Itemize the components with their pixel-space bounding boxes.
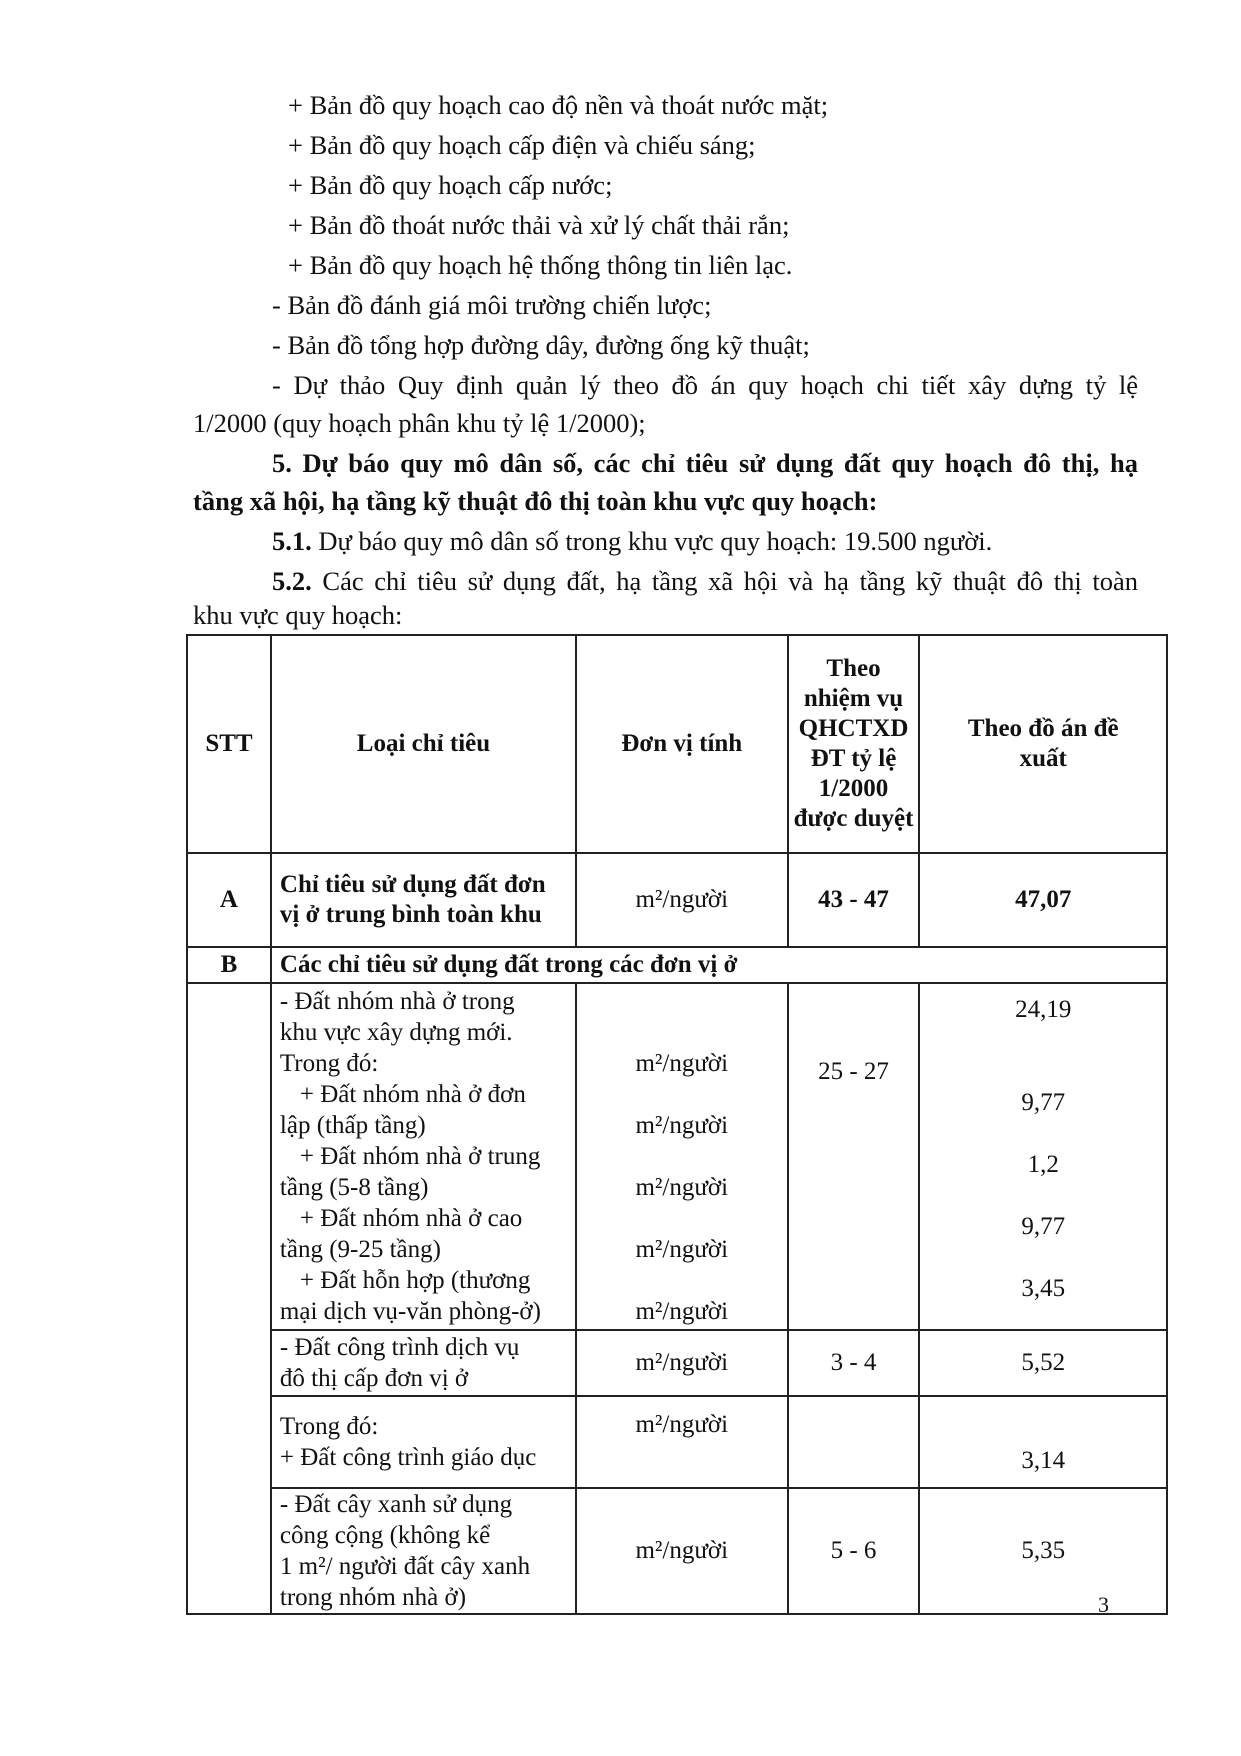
education-unit: m²/người (576, 1396, 788, 1488)
greenery-line: trong nhóm nhà ở) (279, 1584, 467, 1611)
bullet-line: + Bản đồ thoát nước thải và xử lý chất thải rắn; (288, 210, 790, 240)
housing-value: 9,77 (1021, 1213, 1066, 1240)
housing-line: + Đất nhóm nhà ở cao (299, 1205, 523, 1232)
row-b-stt: B (187, 947, 271, 983)
section-5-1-number: 5.1. (272, 526, 312, 556)
housing-unit: m²/người (635, 1174, 729, 1201)
header-approved-task: Theo nhiệm vụ QHCTXD ĐT tỷ lệ 1/2000 được duyệt (788, 635, 920, 853)
row-b-type: Các chỉ tiêu sử dụng đất trong các đơn vị ở (271, 947, 1167, 983)
housing-line: - Đất nhóm nhà ở trong (279, 988, 515, 1015)
education-proposal: 3,14 (919, 1396, 1167, 1488)
bullet-line: + Bản đồ quy hoạch hệ thống thông tin liên lạc. (288, 250, 793, 280)
greenery-proposal: 5,35 (919, 1488, 1167, 1614)
services-line: - Đất công trình dịch vụ (279, 1334, 520, 1361)
housing-type (271, 983, 576, 1330)
page-number: 3 (1098, 1592, 1109, 1617)
housing-value: 1,2 (1027, 1151, 1059, 1178)
table-row-greenery (187, 1488, 1167, 1614)
bullet-line: + Bản đồ quy hoạch cấp nước; (288, 170, 613, 200)
table-row-education (187, 1396, 1167, 1488)
section-5-2-number: 5.2. (272, 566, 312, 596)
section-5-1 (272, 524, 992, 558)
draft-regulation-line-2: 1/2000 (quy hoạch phân khu tỷ lệ 1/2000); (193, 408, 646, 438)
housing-line: + Đất nhóm nhà ở trung (299, 1143, 541, 1170)
row-a-type: Chỉ tiêu sử dụng đất đơn vị ở trung bình toàn khu (271, 853, 576, 947)
greenery-type (271, 1488, 576, 1614)
header-unit: Đơn vị tính (576, 635, 788, 853)
housing-unit: m²/người (635, 1112, 729, 1139)
housing-line: + Đất hỗn hợp (thương (299, 1267, 531, 1294)
housing-line: lập (thấp tầng) (279, 1112, 426, 1139)
row-a-proposal: 47,07 (919, 853, 1167, 947)
header-stt: STT (187, 635, 271, 853)
table-row-b (187, 947, 1167, 983)
row-a-task: 43 - 47 (788, 853, 920, 947)
housing-line: khu vực xây dựng mới. (279, 1019, 513, 1046)
services-type (271, 1330, 576, 1396)
housing-line: tầng (9-25 tầng) (279, 1236, 441, 1263)
education-line: + Đất công trình giáo dục (279, 1444, 537, 1471)
bullet-line: + Bản đồ quy hoạch cao độ nền và thoát nước mặt; (288, 90, 829, 120)
services-line: đô thị cấp đơn vị ở (279, 1365, 469, 1392)
section-5-1-text: Dự báo quy mô dân số trong khu vực quy hoạch: 19.500 người. (318, 526, 993, 556)
housing-line: + Đất nhóm nhà ở đơn (299, 1081, 526, 1108)
table-row-housing (187, 983, 1167, 1330)
greenery-unit: m²/người (576, 1488, 788, 1614)
section-5-heading: 5. Dự báo quy mô dân số, các chỉ tiêu sử dụng đất quy hoạch đô thị, hạ (272, 448, 1138, 478)
housing-line: mại dịch vụ-văn phòng-ở) (279, 1298, 541, 1325)
empty-stt-cell (187, 983, 271, 1614)
education-type (271, 1396, 576, 1488)
housing-unit: m²/người (635, 1050, 729, 1077)
greenery-line: công cộng (không kể (279, 1522, 491, 1549)
housing-unit: m²/người (635, 1298, 729, 1325)
housing-task: 25 - 27 (788, 983, 920, 1330)
row-a-unit-text: m²/người (635, 886, 729, 913)
services-proposal: 5,52 (919, 1330, 1167, 1396)
greenery-task: 5 - 6 (788, 1488, 920, 1614)
table-header-row (187, 635, 1167, 853)
education-task (788, 1396, 920, 1488)
services-unit: m²/người (576, 1330, 788, 1396)
services-task: 3 - 4 (788, 1330, 920, 1396)
dash-line: - Bản đồ tổng hợp đường dây, đường ống kỹ thuật; (272, 330, 810, 360)
dash-line: - Bản đồ đánh giá môi trường chiến lược; (272, 290, 712, 320)
table-row-services (187, 1330, 1167, 1396)
header-proposal: Theo đồ án đề xuất (919, 635, 1167, 853)
draft-regulation-line: - Dự thảo Quy định quản lý theo đồ án quy hoạch chi tiết xây dựng tỷ lệ (272, 370, 1138, 400)
row-a-stt: A (187, 853, 271, 947)
header-indicator-type: Loại chỉ tiêu (271, 635, 576, 853)
greenery-line: - Đất cây xanh sử dụng (279, 1491, 513, 1518)
section-5-heading-2: tầng xã hội, hạ tầng kỹ thuật đô thị toàn khu vực quy hoạch: (193, 486, 878, 516)
housing-unit: m²/người (635, 1236, 729, 1263)
bullet-line: + Bản đồ quy hoạch cấp điện và chiếu sáng; (288, 130, 756, 160)
housing-value: 24,19 (1015, 996, 1072, 1023)
land-use-indicator-table (186, 634, 1168, 1615)
housing-line: tầng (5-8 tầng) (279, 1174, 429, 1201)
housing-line: Trong đó: (279, 1050, 379, 1077)
housing-value: 3,45 (1021, 1275, 1066, 1302)
housing-values (919, 983, 1167, 1330)
section-5-2-text: Các chỉ tiêu sử dụng đất, hạ tầng xã hội và hạ tầng kỹ thuật đô thị toàn (322, 566, 1138, 596)
table-row-a (187, 853, 1167, 947)
section-5-2 (272, 564, 1138, 598)
housing-units (576, 983, 788, 1330)
row-a-unit (576, 853, 788, 947)
housing-value: 9,77 (1021, 1089, 1066, 1116)
section-5-2-text-2: khu vực quy hoạch: (193, 600, 403, 630)
greenery-line: 1 m²/ người đất cây xanh (279, 1553, 531, 1580)
education-line: Trong đó: (279, 1413, 379, 1440)
